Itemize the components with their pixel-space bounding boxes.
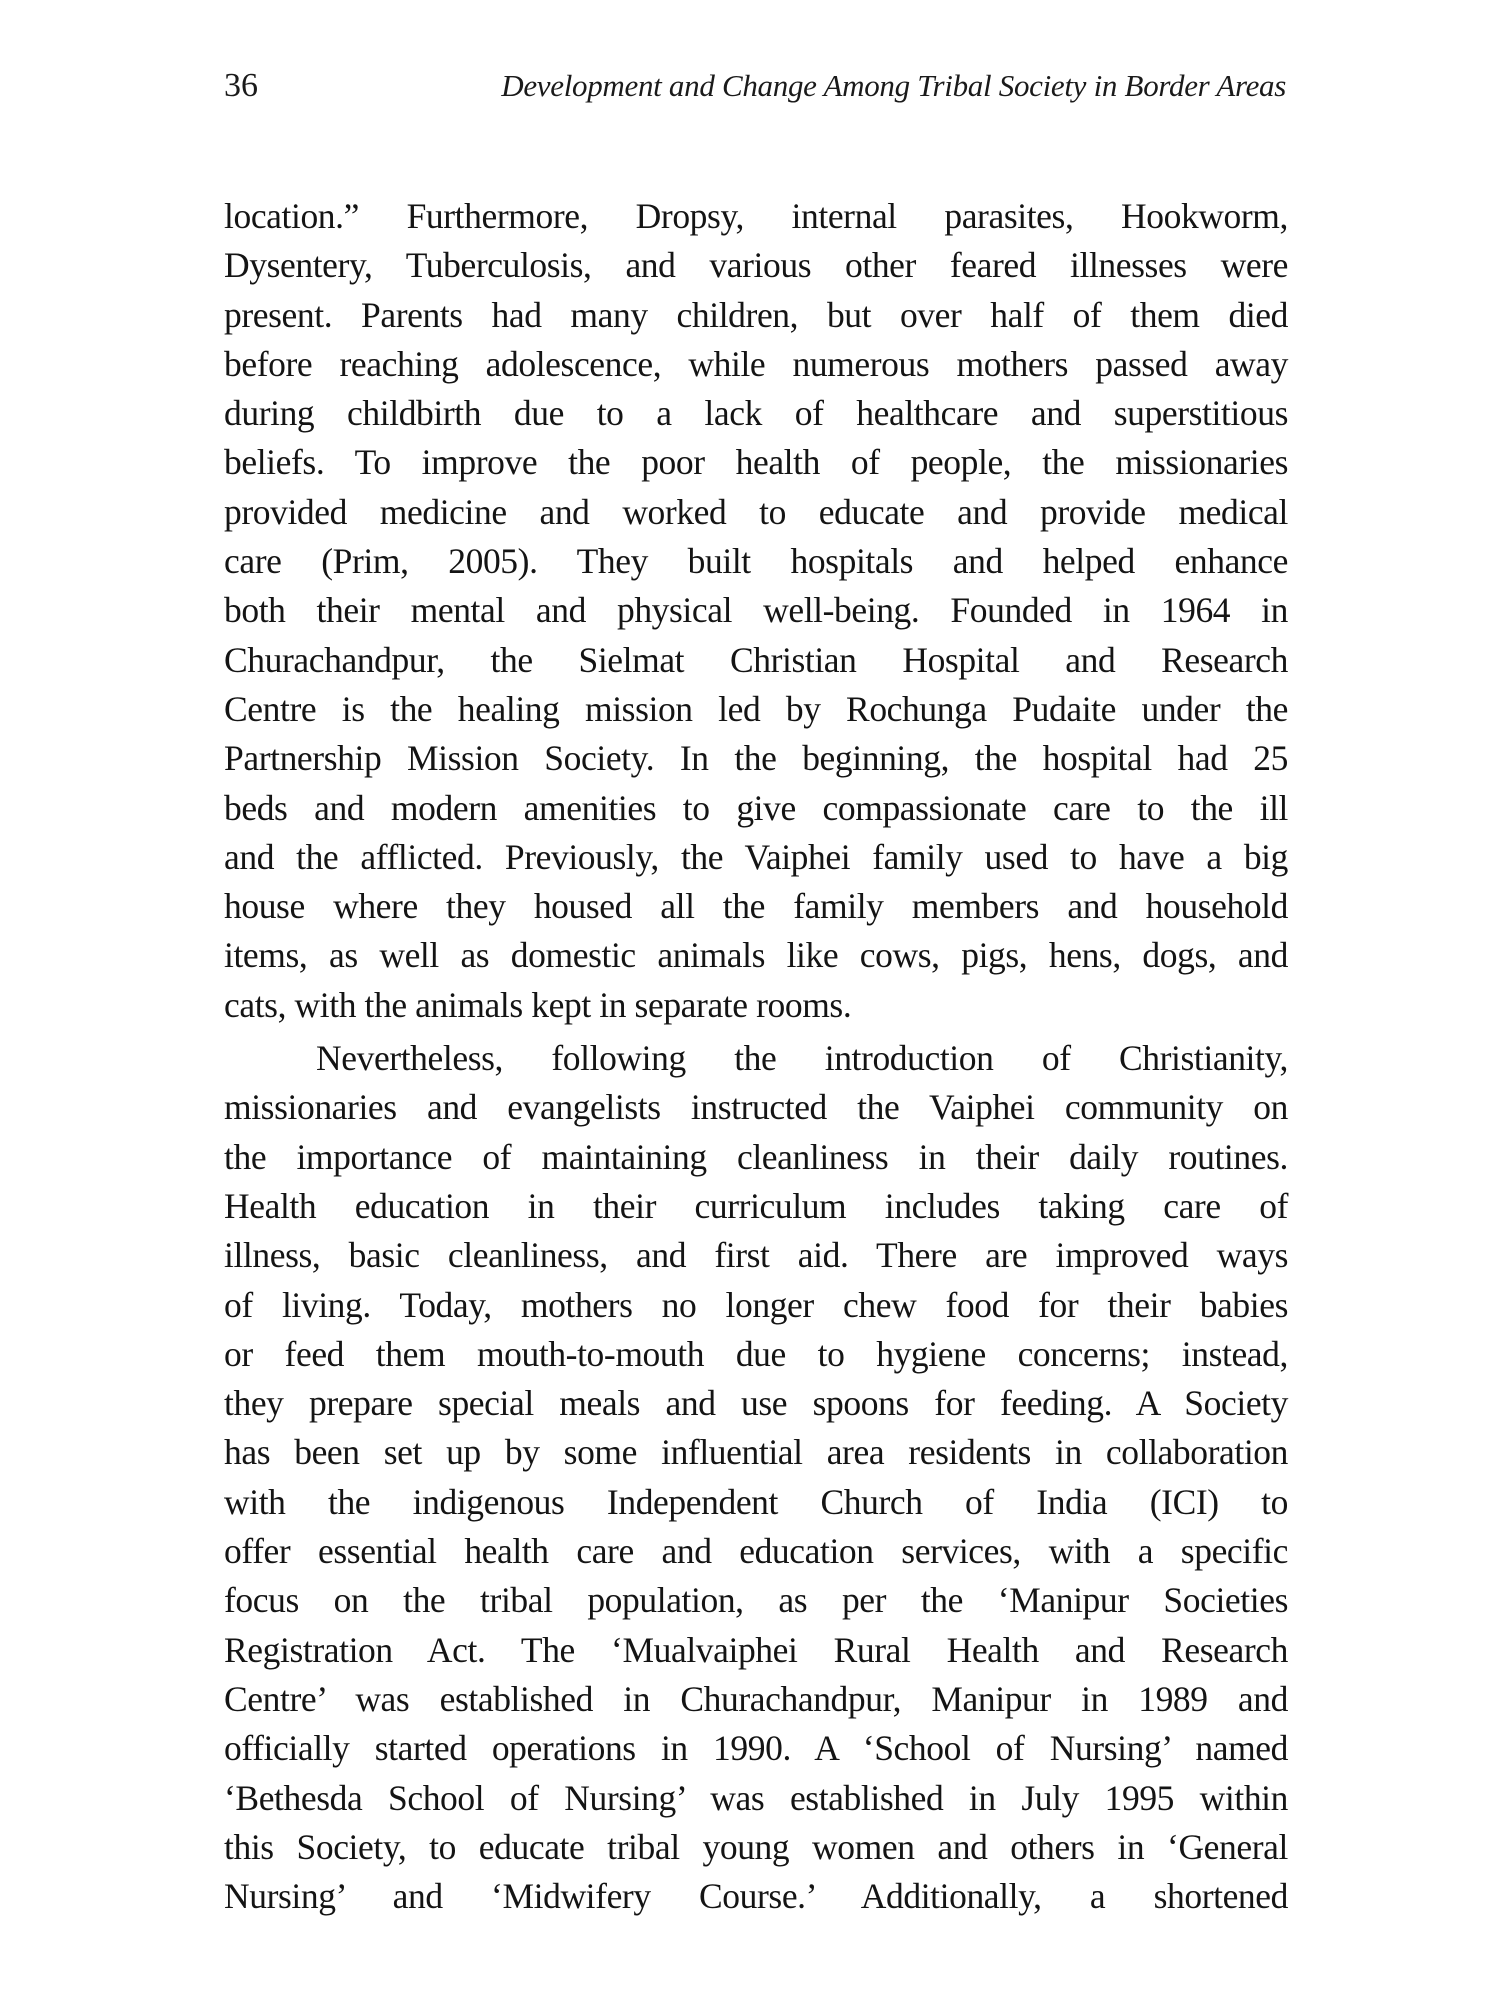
text-line: Health education in their curriculum includes taking care of <box>224 1185 1288 1226</box>
text-line: beds and modern amenities to give compassionate care to the ill <box>224 787 1288 828</box>
text-line: Centre’ was established in Churachandpur, Manipur in 1989 and <box>224 1678 1288 1719</box>
text-line: Partnership Mission Society. In the beginning, the hospital had 25 <box>224 738 1288 779</box>
paragraph-2 <box>224 1034 1288 1921</box>
text-line: present. Parents had many children, but over half of them died <box>224 294 1288 335</box>
text-line: Nevertheless, following the introduction of Christianity, <box>316 1038 1288 1079</box>
text-line: illness, basic cleanliness, and first aid. There are improved ways <box>224 1235 1288 1276</box>
text-line: with the indigenous Independent Church of India (ICI) to <box>224 1481 1288 1522</box>
text-line: Centre is the healing mission led by Rochunga Pudaite under the <box>224 688 1288 729</box>
text-line: Registration Act. The ‘Mualvaiphei Rural Health and Research <box>224 1629 1288 1670</box>
body-text <box>224 192 1288 1921</box>
text-line: they prepare special meals and use spoons for feeding. A Society <box>224 1383 1288 1424</box>
text-line: both their mental and physical well-being. Founded in 1964 in <box>224 590 1288 631</box>
text-line: and the afflicted. Previously, the Vaiphei family used to have a big <box>224 836 1288 877</box>
text-line: of living. Today, mothers no longer chew food for their babies <box>224 1284 1288 1325</box>
text-line: or feed them mouth-to-mouth due to hygiene concerns; instead, <box>224 1333 1288 1374</box>
text-line: missionaries and evangelists instructed the Vaiphei community on <box>224 1087 1288 1128</box>
text-line: this Society, to educate tribal young women and others in ‘General <box>224 1826 1288 1867</box>
text-line: items, as well as domestic animals like cows, pigs, hens, dogs, and <box>224 935 1288 976</box>
text-line: Nursing’ and ‘Midwifery Course.’ Additionally, a shortened <box>224 1876 1288 1917</box>
text-line: the importance of maintaining cleanliness in their daily routines. <box>224 1136 1288 1177</box>
text-line: Dysentery, Tuberculosis, and various other feared illnesses were <box>224 245 1288 286</box>
text-line: location.” Furthermore, Dropsy, internal parasites, Hookworm, <box>224 196 1288 236</box>
page-number: 36 <box>224 67 258 104</box>
text-line: beliefs. To improve the poor health of people, the missionaries <box>224 442 1288 483</box>
text-line: offer essential health care and education services, with a specific <box>224 1531 1288 1572</box>
text-line: provided medicine and worked to educate and provide medical <box>224 491 1288 532</box>
text-line: focus on the tribal population, as per the ‘Manipur Societies <box>224 1580 1288 1621</box>
text-line: officially started operations in 1990. A ‘School of Nursing’ named <box>224 1728 1288 1769</box>
text-line: Churachandpur, the Sielmat Christian Hospital and Research <box>224 639 1288 680</box>
text-line: during childbirth due to a lack of healthcare and superstitious <box>224 393 1288 434</box>
paragraph-1 <box>224 192 1288 1030</box>
text-line: has been set up by some influential area residents in collaboration <box>224 1432 1288 1473</box>
text-line: house where they housed all the family members and household <box>224 886 1288 927</box>
text-line: care (Prim, 2005). They built hospitals and helped enhance <box>224 541 1288 582</box>
running-title: Development and Change Among Tribal Society in Border Areas <box>501 68 1286 103</box>
running-head <box>224 62 1286 110</box>
text-line: before reaching adolescence, while numerous mothers passed away <box>224 343 1288 384</box>
text-line: cats, with the animals kept in separate rooms. <box>224 984 852 1025</box>
text-line: ‘Bethesda School of Nursing’ was established in July 1995 within <box>224 1777 1288 1818</box>
